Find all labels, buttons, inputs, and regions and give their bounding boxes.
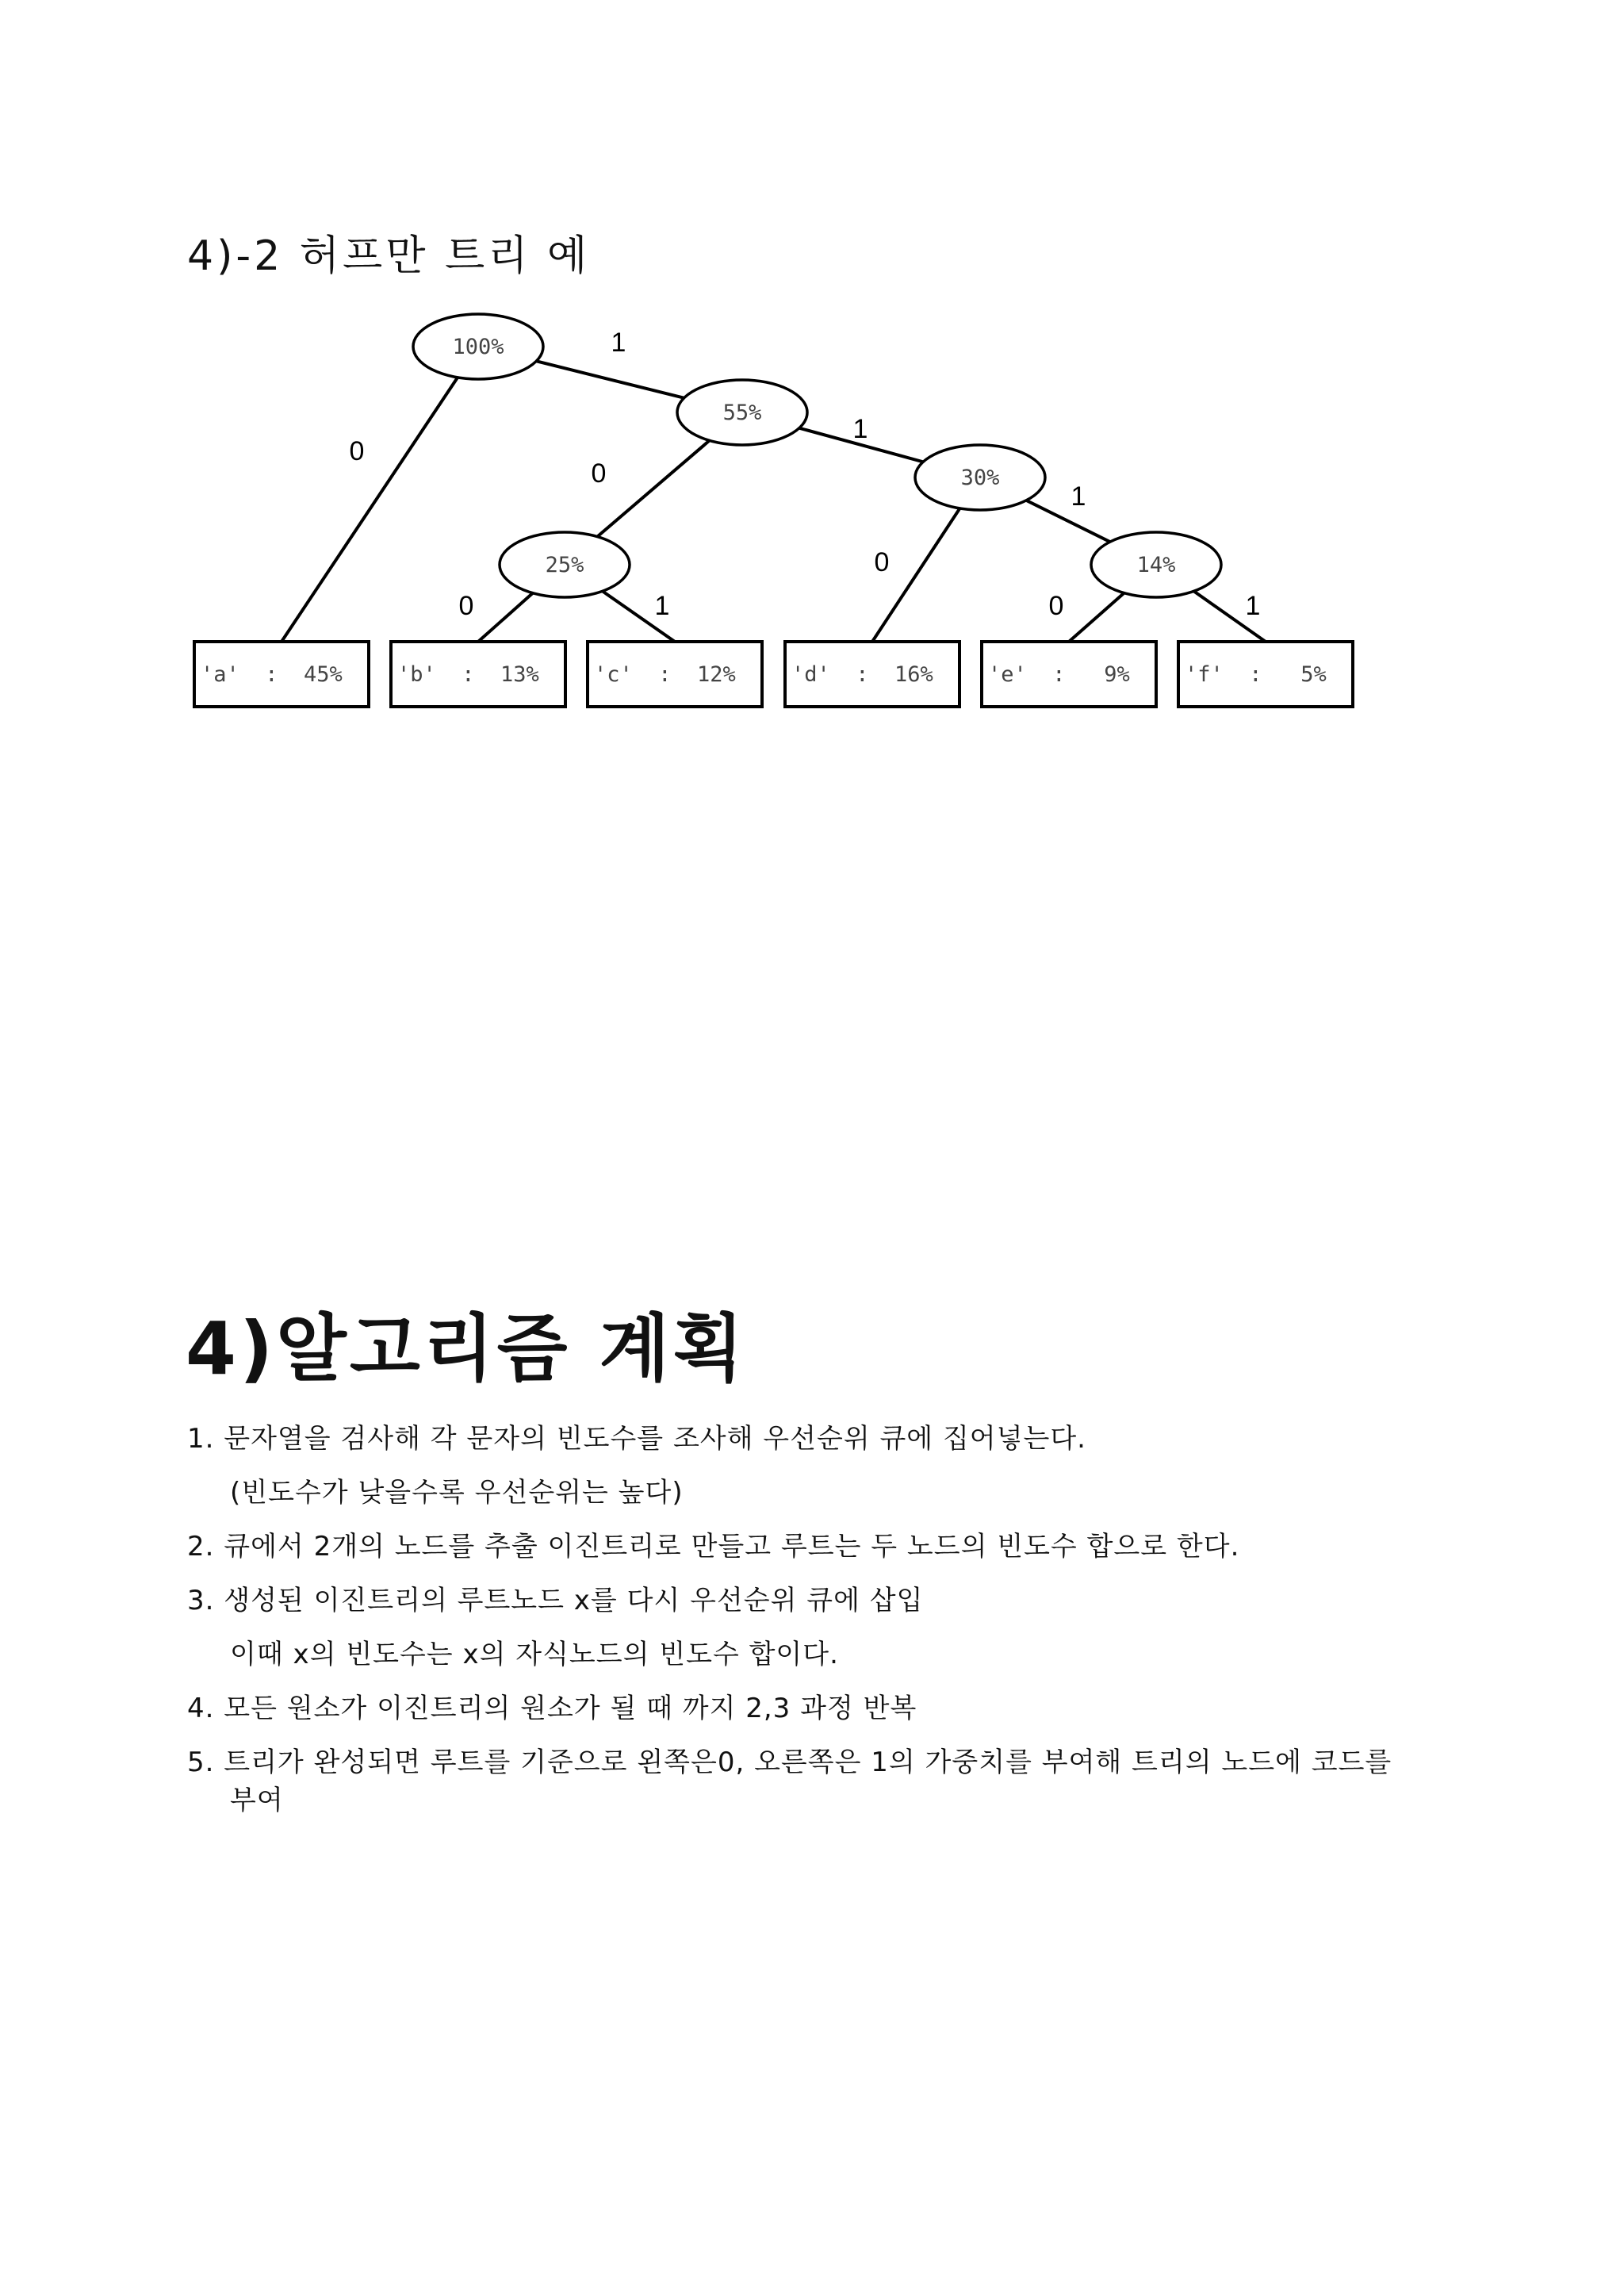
edge-label-n100-a: 0	[349, 436, 365, 466]
edge-label-n100-n55: 1	[611, 328, 626, 358]
leaf-label: 'c' : 12%	[594, 662, 736, 687]
step-4: 4. 모든 원소가 이진트리의 원소가 될 때 까지 2,3 과정 반복	[187, 1693, 917, 1724]
leaf-label: 'd' : 16%	[791, 662, 933, 687]
edge-label-n14-f: 1	[1245, 591, 1261, 621]
huffman-tree-diagram	[0, 0, 1624, 761]
edge-label-n55-n25: 0	[591, 458, 607, 489]
node-label: 30%	[960, 466, 1000, 490]
leaf-label: 'f' : 5%	[1185, 662, 1327, 687]
leaf-label: 'a' : 45%	[201, 662, 343, 687]
edge-label-n25-c: 1	[654, 591, 670, 621]
tree-edge-n100-a	[282, 347, 478, 642]
tree-node-n55	[677, 380, 807, 445]
step-5: 5. 트리가 완성되면 루트를 기준으로 왼쪽은0, 오른쪽은 1의 가중치를 부여해 트리의 노드에 코드를 부여	[187, 1747, 1392, 1816]
edge-label-n55-n30: 1	[852, 414, 868, 444]
leaf-node-d	[785, 642, 959, 707]
leaf-node-f	[1178, 642, 1353, 707]
edge-label-n30-d: 0	[874, 547, 890, 577]
node-label: 14%	[1136, 553, 1176, 577]
step-3-note: 이때 x의 빈도수는 x의 자식노드의 빈도수 합이다.	[230, 1639, 839, 1670]
section-title: 4)-2 허프만 트리 예	[187, 232, 591, 280]
algorithm-heading: 4)알고리즘 계획	[186, 1306, 747, 1391]
leaf-node-e	[982, 642, 1156, 707]
step-1-note: (빈도수가 낮을수록 우선순위는 높다)	[230, 1477, 684, 1509]
leaf-node-b	[391, 642, 565, 707]
leaf-node-c	[588, 642, 762, 707]
node-label: 100%	[452, 335, 504, 359]
tree-node-n25	[500, 532, 630, 597]
leaf-label: 'b' : 13%	[397, 662, 539, 687]
step-1: 1. 문자열을 검사해 각 문자의 빈도수를 조사해 우선순위 큐에 집어넣는다.	[187, 1423, 1086, 1455]
algorithm-steps	[187, 1420, 1424, 1835]
edge-label-n25-b: 0	[458, 591, 474, 621]
leaf-label: 'e' : 9%	[988, 662, 1130, 687]
edge-label-n14-e: 0	[1048, 591, 1064, 621]
step-3: 3. 생성된 이진트리의 루트노드 x를 다시 우선순위 큐에 삽입	[187, 1585, 924, 1616]
step-2: 2. 큐에서 2개의 노드를 추출 이진트리로 만들고 루트는 두 노드의 빈도수 합으로 한다.	[187, 1531, 1240, 1563]
edge-label-n30-n14: 1	[1071, 481, 1086, 512]
tree-node-n14	[1091, 532, 1221, 597]
tree-node-n30	[915, 445, 1045, 510]
node-label: 55%	[722, 401, 762, 425]
leaf-node-a	[194, 642, 369, 707]
tree-node-n100	[413, 314, 543, 379]
node-label: 25%	[545, 553, 584, 577]
